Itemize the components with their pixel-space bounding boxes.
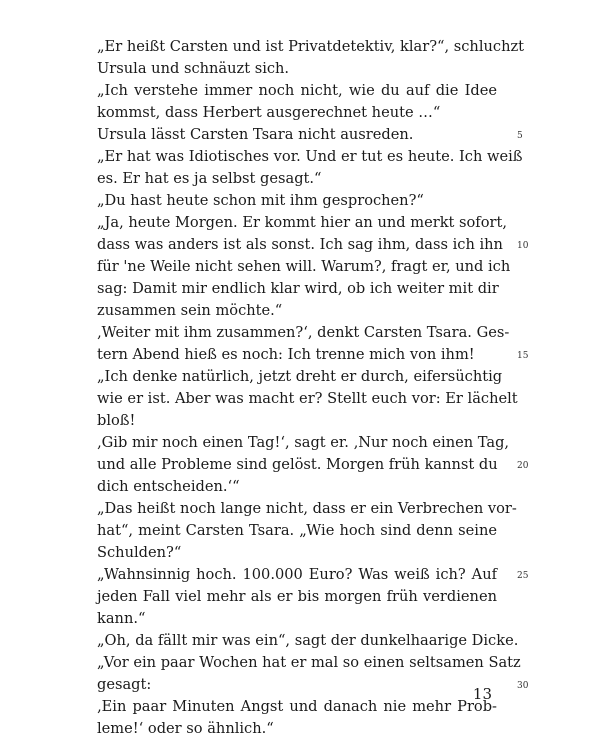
text-line: „Oh, da fällt mir was ein“, sagt der dunkelhaarige Dicke. [97, 632, 519, 649]
text-line: tern Abend hieß es noch: Ich trenne mich von ihm! 15 [97, 344, 497, 366]
text-line: Schulden?“ [97, 544, 182, 561]
text-line: zusammen sein möchte.“ [97, 302, 283, 319]
page-number: 13 [472, 685, 492, 703]
body-text [97, 36, 529, 740]
text-line: leme!‘ oder so ähnlich.“ [97, 720, 274, 737]
text-line: bloß! [97, 412, 136, 429]
text-line: „Ja, heute Morgen. Er kommt hier an und merkt sofort, [97, 214, 507, 231]
text-line: jeden Fall viel mehr als er bis morgen früh verdienen [97, 588, 497, 605]
line-number: 5 [517, 131, 523, 141]
text-line: und alle Probleme sind gelöst. Morgen früh kannst du 20 [97, 454, 497, 476]
text-line: „Ich denke natürlich, jetzt dreht er durch, eifersüchtig [97, 368, 503, 385]
text-line: „Ich verstehe immer noch nicht, wie du auf die Idee [97, 82, 497, 99]
line-number: 10 [517, 241, 529, 251]
text-line: ‚Gib mir noch einen Tag!‘, sagt er. ‚Nur noch einen Tag, [97, 434, 510, 451]
text-line: hat“, meint Carsten Tsara. „Wie hoch sind denn seine [97, 522, 497, 539]
text-line: kann.“ [97, 610, 146, 627]
text-line: ‚Weiter mit ihm zusammen?‘, denkt Carsten Tsara. Ges- [97, 324, 510, 341]
text-line: wie er ist. Aber was macht er? Stellt euch vor: Er lächelt [97, 390, 518, 407]
text-line: sag: Damit mir endlich klar wird, ob ich weiter mit dir [97, 280, 499, 297]
line-number: 30 [517, 681, 529, 691]
text-line: Ursula und schnäuzt sich. [97, 60, 290, 77]
text-line: ‚Ein paar Minuten Angst und danach nie mehr Prob- [97, 698, 497, 715]
text-line: „Er hat was Idiotisches vor. Und er tut es heute. Ich weiß [97, 148, 523, 165]
line-number: 15 [517, 351, 529, 361]
text-line: „Vor ein paar Wochen hat er mal so einen seltsamen Satz [97, 654, 521, 671]
text-line: „Wahnsinnig hoch. 100.000 Euro? Was weiß ich? Auf 25 [97, 564, 497, 586]
text-line: dass was anders ist als sonst. Ich sag ihm, dass ich ihn 10 [97, 234, 497, 256]
line-number: 25 [517, 571, 529, 581]
text-line: gesagt: 30 [97, 674, 497, 696]
text-line: „Du hast heute schon mit ihm gesprochen?“ [97, 192, 424, 209]
text-line: „Er heißt Carsten und ist Privatdetektiv, klar?“, schluchzt [97, 38, 525, 55]
text-line: für 'ne Weile nicht sehen will. Warum?, fragt er, und ich [97, 258, 511, 275]
text-line: „Das heißt noch lange nicht, dass er ein Verbrechen vor- [97, 500, 517, 517]
text-line: Ursula lässt Carsten Tsara nicht ausreden. 5 [97, 124, 497, 146]
text-line: dich entscheiden.‘“ [97, 478, 240, 495]
text-line: es. Er hat es ja selbst gesagt.“ [97, 170, 322, 187]
line-number: 20 [517, 461, 529, 471]
text-line: kommst, dass Herbert ausgerechnet heute …“ [97, 104, 441, 121]
